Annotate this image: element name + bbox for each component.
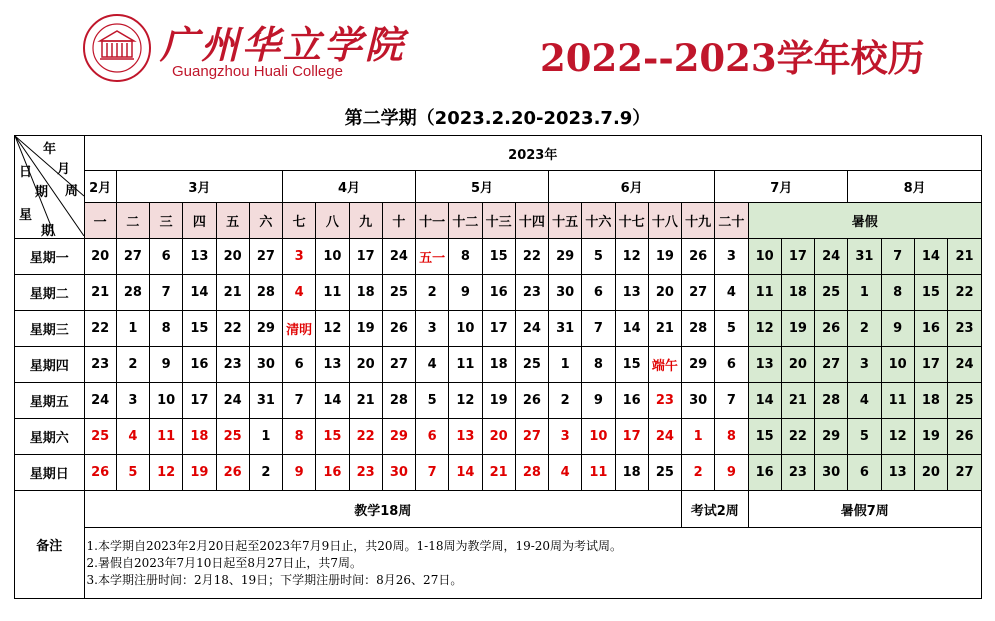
day-cell: 30	[249, 347, 282, 383]
day-cell: 12	[748, 311, 781, 347]
day-cell: 24	[648, 419, 681, 455]
day-cell: 25	[515, 347, 548, 383]
day-cell: 21	[349, 383, 382, 419]
day-cell: 11	[582, 455, 615, 491]
weekday-label: 星期一	[15, 239, 85, 275]
day-cell: 15	[748, 419, 781, 455]
month-mar: 3月	[116, 171, 282, 203]
corner-week: 周	[65, 184, 79, 199]
day-cell: 11	[748, 275, 781, 311]
day-cell: 27	[948, 455, 982, 491]
day-cell: 10	[316, 239, 349, 275]
day-cell: 24	[815, 239, 848, 275]
day-cell: 6	[848, 455, 881, 491]
day-cell: 30	[549, 275, 582, 311]
month-row	[15, 171, 982, 203]
day-cell: 18	[781, 275, 814, 311]
day-cell: 10	[150, 383, 183, 419]
college-seal-logo	[82, 13, 152, 83]
weekday-row	[15, 275, 982, 311]
week-label: 十七	[615, 203, 648, 239]
day-cell: 13	[881, 455, 914, 491]
day-cell: 18	[349, 275, 382, 311]
day-cell: 2	[116, 347, 149, 383]
day-cell: 29	[815, 419, 848, 455]
day-cell: 28	[815, 383, 848, 419]
week-label: 十八	[648, 203, 681, 239]
day-cell: 16	[748, 455, 781, 491]
day-cell: 7	[416, 455, 449, 491]
remark-line: 1.本学期自2023年2月20日起至2023年7月9日止，共20周。1-18周为教学周，19-20周为考试周。	[86, 538, 623, 553]
remark-line: 2.暑假自2023年7月10日起至8月27日止，共7周。	[86, 555, 362, 570]
day-cell: 6	[283, 347, 316, 383]
day-cell: 16	[316, 455, 349, 491]
day-cell: 26	[216, 455, 249, 491]
weekday-label: 星期四	[15, 347, 85, 383]
day-cell: 14	[316, 383, 349, 419]
day-cell: 3	[416, 311, 449, 347]
day-cell: 28	[249, 275, 282, 311]
weekday-row	[15, 383, 982, 419]
day-cell: 10	[582, 419, 615, 455]
day-cell: 26	[382, 311, 415, 347]
page-header	[0, 0, 995, 100]
day-cell: 24	[948, 347, 982, 383]
day-cell: 19	[183, 455, 216, 491]
day-cell: 11	[316, 275, 349, 311]
college-name-en: Guangzhou Huali College	[172, 63, 343, 80]
corner-period2: 期	[41, 224, 55, 239]
day-cell: 15	[482, 239, 515, 275]
week-label: 一	[84, 203, 116, 239]
day-cell: 5	[848, 419, 881, 455]
day-cell: 16	[615, 383, 648, 419]
weekday-row	[15, 455, 982, 491]
remark-label: 备注	[15, 491, 85, 599]
day-cell: 23	[84, 347, 116, 383]
day-cell: 28	[116, 275, 149, 311]
day-cell: 3	[549, 419, 582, 455]
week-number-row	[15, 203, 982, 239]
day-cell: 3	[715, 239, 748, 275]
day-cell: 14	[183, 275, 216, 311]
day-cell: 4	[715, 275, 748, 311]
day-cell: 清明	[283, 311, 316, 347]
corner-year: 年	[43, 142, 57, 157]
day-cell: 8	[881, 275, 914, 311]
day-cell: 28	[382, 383, 415, 419]
day-cell: 端午	[648, 347, 681, 383]
week-label: 十九	[682, 203, 715, 239]
day-cell: 7	[582, 311, 615, 347]
day-cell: 2	[416, 275, 449, 311]
day-cell: 30	[682, 383, 715, 419]
day-cell: 20	[648, 275, 681, 311]
day-cell: 23	[781, 455, 814, 491]
remarks-row	[15, 528, 982, 599]
weekday-label: 星期三	[15, 311, 85, 347]
day-cell: 31	[848, 239, 881, 275]
semester-title: 第二学期（2023.2.20-2023.7.9）	[344, 108, 651, 129]
day-cell: 10	[881, 347, 914, 383]
day-cell: 11	[881, 383, 914, 419]
day-cell: 23	[948, 311, 982, 347]
day-cell: 8	[449, 239, 482, 275]
week-label: 十五	[549, 203, 582, 239]
day-cell: 9	[582, 383, 615, 419]
day-cell: 7	[881, 239, 914, 275]
day-cell: 19	[349, 311, 382, 347]
day-cell: 1	[682, 419, 715, 455]
college-name-cn: 广州华立学院	[160, 22, 407, 67]
day-cell: 21	[482, 455, 515, 491]
day-cell: 28	[682, 311, 715, 347]
day-cell: 3	[116, 383, 149, 419]
day-cell: 21	[216, 275, 249, 311]
day-cell: 1	[848, 275, 881, 311]
day-cell: 9	[150, 347, 183, 383]
summer-weeks-note: 暑假7周	[748, 491, 981, 528]
day-cell: 26	[515, 383, 548, 419]
week-label: 十一	[416, 203, 449, 239]
day-cell: 7	[715, 383, 748, 419]
day-cell: 21	[781, 383, 814, 419]
day-cell: 11	[150, 419, 183, 455]
day-cell: 6	[416, 419, 449, 455]
corner-period: 期	[35, 185, 49, 200]
corner-weekday: 星	[19, 208, 33, 223]
day-cell: 2	[682, 455, 715, 491]
header-corner-cell	[15, 136, 85, 239]
day-cell: 17	[914, 347, 947, 383]
weekday-row	[15, 347, 982, 383]
week-label: 二	[116, 203, 149, 239]
day-cell: 1	[249, 419, 282, 455]
day-cell: 10	[449, 311, 482, 347]
day-cell: 22	[216, 311, 249, 347]
day-cell: 24	[382, 239, 415, 275]
day-cell: 30	[382, 455, 415, 491]
day-cell: 6	[150, 239, 183, 275]
day-cell: 20	[216, 239, 249, 275]
day-cell: 18	[183, 419, 216, 455]
day-cell: 4	[549, 455, 582, 491]
day-cell: 23	[349, 455, 382, 491]
day-cell: 10	[748, 239, 781, 275]
day-cell: 20	[781, 347, 814, 383]
corner-month: 月	[57, 162, 71, 177]
weekday-label: 星期六	[15, 419, 85, 455]
day-cell: 25	[948, 383, 982, 419]
day-cell: 19	[648, 239, 681, 275]
day-cell: 26	[815, 311, 848, 347]
day-cell: 25	[382, 275, 415, 311]
day-cell: 29	[682, 347, 715, 383]
day-cell: 19	[781, 311, 814, 347]
day-cell: 29	[382, 419, 415, 455]
corner-day: 日	[19, 165, 33, 180]
day-cell: 8	[715, 419, 748, 455]
day-cell: 1	[116, 311, 149, 347]
day-cell: 7	[150, 275, 183, 311]
day-cell: 24	[216, 383, 249, 419]
day-cell: 18	[482, 347, 515, 383]
day-cell: 15	[183, 311, 216, 347]
weekday-row	[15, 311, 982, 347]
month-jun: 6月	[549, 171, 715, 203]
day-cell: 8	[283, 419, 316, 455]
day-cell: 19	[914, 419, 947, 455]
day-cell: 27	[382, 347, 415, 383]
day-cell: 20	[914, 455, 947, 491]
day-cell: 21	[948, 239, 982, 275]
week-label: 十六	[582, 203, 615, 239]
week-label: 十三	[482, 203, 515, 239]
day-cell: 13	[748, 347, 781, 383]
week-label: 八	[316, 203, 349, 239]
day-cell: 16	[914, 311, 947, 347]
week-label: 十二	[449, 203, 482, 239]
day-cell: 26	[948, 419, 982, 455]
day-cell: 24	[515, 311, 548, 347]
day-cell: 5	[416, 383, 449, 419]
month-aug: 8月	[848, 171, 982, 203]
month-apr: 4月	[283, 171, 416, 203]
day-cell: 28	[515, 455, 548, 491]
notes-row	[15, 491, 982, 528]
day-cell: 6	[582, 275, 615, 311]
day-cell: 18	[615, 455, 648, 491]
month-may: 5月	[416, 171, 549, 203]
day-cell: 4	[416, 347, 449, 383]
day-cell: 20	[84, 239, 116, 275]
month-feb: 2月	[84, 171, 116, 203]
day-cell: 24	[84, 383, 116, 419]
month-jul: 7月	[715, 171, 848, 203]
day-cell: 5	[715, 311, 748, 347]
day-cell: 27	[116, 239, 149, 275]
remarks-text	[84, 528, 981, 599]
day-cell: 2	[848, 311, 881, 347]
day-cell: 11	[449, 347, 482, 383]
day-cell: 9	[449, 275, 482, 311]
day-cell: 25	[216, 419, 249, 455]
day-cell: 27	[815, 347, 848, 383]
day-cell: 五一	[416, 239, 449, 275]
day-cell: 22	[948, 275, 982, 311]
weekday-row	[15, 239, 982, 275]
calendar-title: 2022--2023学年校历	[540, 36, 925, 80]
day-cell: 13	[316, 347, 349, 383]
day-cell: 5	[582, 239, 615, 275]
day-cell: 26	[682, 239, 715, 275]
day-cell: 2	[549, 383, 582, 419]
day-cell: 22	[515, 239, 548, 275]
day-cell: 23	[648, 383, 681, 419]
teaching-weeks-note: 教学18周	[84, 491, 682, 528]
day-cell: 27	[682, 275, 715, 311]
day-cell: 15	[316, 419, 349, 455]
day-cell: 8	[150, 311, 183, 347]
day-cell: 31	[249, 383, 282, 419]
day-cell: 13	[615, 275, 648, 311]
day-cell: 25	[84, 419, 116, 455]
week-label: 七	[283, 203, 316, 239]
day-cell: 4	[848, 383, 881, 419]
week-label: 十	[382, 203, 415, 239]
week-label: 十四	[515, 203, 548, 239]
day-cell: 29	[249, 311, 282, 347]
day-cell: 7	[283, 383, 316, 419]
day-cell: 9	[715, 455, 748, 491]
day-cell: 4	[116, 419, 149, 455]
week-label: 六	[249, 203, 282, 239]
week-label: 九	[349, 203, 382, 239]
weekday-row	[15, 419, 982, 455]
day-cell: 17	[615, 419, 648, 455]
day-cell: 19	[482, 383, 515, 419]
day-cell: 12	[881, 419, 914, 455]
day-cell: 16	[183, 347, 216, 383]
day-cell: 25	[815, 275, 848, 311]
day-cell: 30	[815, 455, 848, 491]
exam-weeks-note: 考试2周	[682, 491, 749, 528]
calendar-table	[14, 135, 982, 599]
day-cell: 20	[349, 347, 382, 383]
day-cell: 29	[549, 239, 582, 275]
day-cell: 21	[84, 275, 116, 311]
week-label: 二十	[715, 203, 748, 239]
day-cell: 22	[349, 419, 382, 455]
day-cell: 6	[715, 347, 748, 383]
day-cell: 14	[914, 239, 947, 275]
day-cell: 2	[249, 455, 282, 491]
day-cell: 13	[183, 239, 216, 275]
week-label: 五	[216, 203, 249, 239]
day-cell: 8	[582, 347, 615, 383]
day-cell: 17	[349, 239, 382, 275]
day-cell: 14	[748, 383, 781, 419]
day-cell: 31	[549, 311, 582, 347]
day-cell: 23	[216, 347, 249, 383]
day-cell: 15	[615, 347, 648, 383]
remark-line: 3.本学期注册时间：2月18、19日；下学期注册时间：8月26、27日。	[86, 572, 463, 587]
day-cell: 3	[283, 239, 316, 275]
day-cell: 27	[249, 239, 282, 275]
day-cell: 9	[881, 311, 914, 347]
day-cell: 18	[914, 383, 947, 419]
week-label: 三	[150, 203, 183, 239]
day-cell: 12	[150, 455, 183, 491]
day-cell: 22	[84, 311, 116, 347]
day-cell: 12	[316, 311, 349, 347]
day-cell: 23	[515, 275, 548, 311]
day-cell: 5	[116, 455, 149, 491]
weekday-label: 星期二	[15, 275, 85, 311]
day-cell: 17	[183, 383, 216, 419]
day-cell: 12	[615, 239, 648, 275]
day-cell: 1	[549, 347, 582, 383]
summer-vacation-header: 暑假	[748, 203, 981, 239]
day-cell: 15	[914, 275, 947, 311]
day-cell: 16	[482, 275, 515, 311]
year-header: 2023年	[84, 136, 981, 171]
day-cell: 26	[84, 455, 116, 491]
day-cell: 13	[449, 419, 482, 455]
weekday-label: 星期五	[15, 383, 85, 419]
day-cell: 14	[449, 455, 482, 491]
day-cell: 25	[648, 455, 681, 491]
day-cell: 17	[482, 311, 515, 347]
day-cell: 20	[482, 419, 515, 455]
day-cell: 9	[283, 455, 316, 491]
day-cell: 22	[781, 419, 814, 455]
day-cell: 17	[781, 239, 814, 275]
weekday-label: 星期日	[15, 455, 85, 491]
day-cell: 4	[283, 275, 316, 311]
day-cell: 21	[648, 311, 681, 347]
day-cell: 14	[615, 311, 648, 347]
week-label: 四	[183, 203, 216, 239]
day-cell: 27	[515, 419, 548, 455]
day-cell: 12	[449, 383, 482, 419]
day-cell: 3	[848, 347, 881, 383]
